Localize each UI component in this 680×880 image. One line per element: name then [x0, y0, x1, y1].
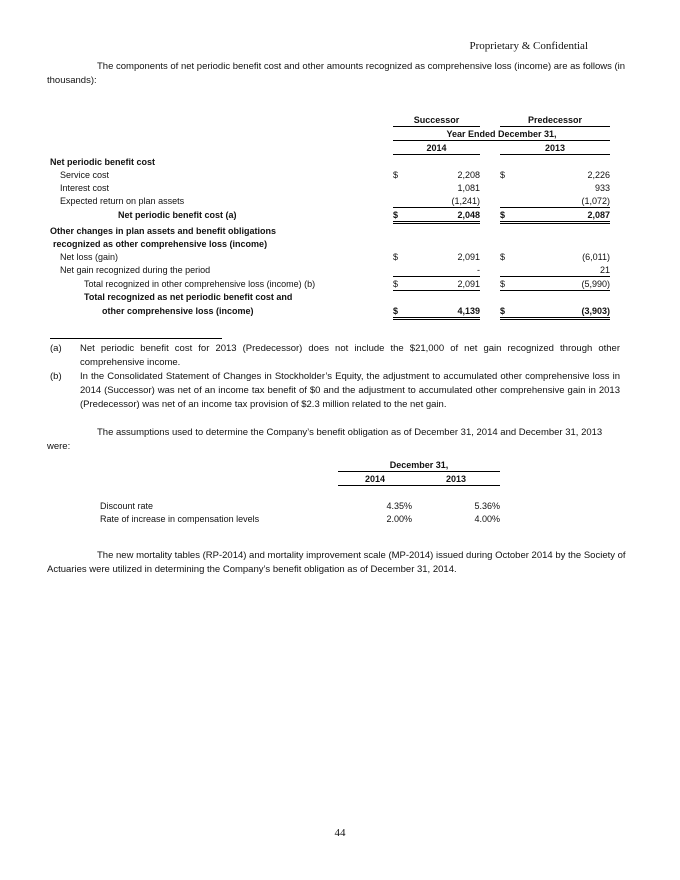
- section-heading: recognized as other comprehensive loss (income): [53, 238, 268, 249]
- row-label: Total recognized as net periodic benefit cost and: [84, 292, 293, 303]
- table-row: [100, 499, 500, 512]
- value-2014: 2,048: [405, 208, 480, 223]
- value-2014: 4.35%: [386, 500, 412, 511]
- entity-header-row: [50, 113, 610, 127]
- value-2013: 2,087: [512, 208, 610, 223]
- period-header-row: [100, 458, 500, 472]
- value-2014: 2,091: [457, 251, 480, 262]
- table-row: [50, 208, 610, 223]
- value-2014: 1,081: [457, 182, 480, 193]
- period-header: Year Ended December 31,: [393, 127, 610, 141]
- currency-symbol: $: [500, 251, 506, 262]
- table-row: [50, 304, 610, 319]
- footnote-label: (b): [50, 371, 62, 382]
- value-2013: (6,011): [582, 251, 611, 262]
- predecessor-header: Predecessor: [500, 113, 610, 127]
- year-header-row: [100, 472, 500, 486]
- row-label: Expected return on plan assets: [60, 195, 185, 206]
- row-label: Net periodic benefit cost (a): [118, 210, 237, 220]
- currency-symbol: $: [500, 208, 512, 223]
- currency-symbol: $: [393, 277, 405, 291]
- year-header-row: [50, 141, 610, 155]
- year-2014-header: 2014: [393, 141, 480, 155]
- year-2013-header: 2013: [412, 472, 500, 486]
- row-label: Discount rate: [100, 500, 154, 511]
- row-label: Service cost: [60, 169, 110, 180]
- value-2014: -: [405, 263, 480, 277]
- row-label: Rate of increase in compensation levels: [100, 513, 260, 524]
- successor-header: Successor: [393, 113, 480, 127]
- year-2014-header: 2014: [338, 472, 412, 486]
- value-2013: 21: [512, 263, 610, 277]
- mortality-paragraph: The new mortality tables (RP-2014) and mortality improvement scale (MP-2014) issued during October 2014 by the Society of Actuaries were utilized in determining the Company’s benefit obligation as of December 31, 2014.: [47, 550, 626, 575]
- value-2014: 2,208: [457, 169, 480, 180]
- footnote-text: Net periodic benefit cost for 2013 (Predecessor) does not include the $21,000 of net gain recognized through other comprehensive income.: [80, 343, 620, 368]
- value-2014: 2.00%: [386, 513, 412, 524]
- section-heading: Other changes in plan assets and benefit obligations: [50, 225, 277, 236]
- currency-symbol: $: [393, 169, 399, 180]
- page-header: Proprietary & Confidential: [469, 40, 588, 52]
- row-label: other comprehensive loss (income): [102, 306, 254, 317]
- value-2014: (1,241): [405, 194, 480, 208]
- period-header: December 31,: [338, 458, 500, 472]
- table-row: [50, 181, 610, 194]
- value-2013: (1,072): [512, 194, 610, 208]
- value-2014: 4,139: [405, 304, 480, 319]
- section-heading-row: [50, 237, 610, 250]
- section-heading-row: [50, 223, 610, 238]
- row-label: Net loss (gain): [60, 251, 119, 262]
- period-header-row: [50, 127, 610, 141]
- table-row: [50, 194, 610, 208]
- intro-paragraph: The components of net periodic benefit cost and other amounts recognized as comprehensive loss (income) are as follows (in thousands):: [47, 61, 626, 86]
- assumptions-intro: The assumptions used to determine the Company’s benefit obligation as of December 31, 2014 and December 31, 2013 were:: [47, 427, 603, 452]
- currency-symbol: $: [393, 251, 399, 262]
- value-2013: 933: [594, 182, 611, 193]
- currency-symbol: $: [500, 304, 512, 319]
- year-2013-header: 2013: [500, 141, 610, 155]
- currency-symbol: $: [393, 208, 405, 223]
- table-row: [100, 512, 500, 525]
- row-label: Net gain recognized during the period: [60, 264, 211, 275]
- currency-symbol: $: [500, 169, 506, 180]
- value-2013: 4.00%: [474, 513, 501, 524]
- page-number: 44: [334, 827, 346, 839]
- value-2013: (3,903): [512, 304, 610, 319]
- row-label: Total recognized in other comprehensive loss (income) (b): [84, 278, 316, 289]
- footnote-text: In the Consolidated Statement of Changes in Stockholder’s Equity, the adjustment to accumulated other comprehensive loss in 2014 (Successor) was net of an income tax benefit of $0 and the adjustment to accumulated other comprehensive gain in 2013 (Predecessor) was net of an income tax provision of $2.3 million related to the net gain.: [80, 371, 620, 410]
- footnote-label: (a): [50, 343, 62, 354]
- currency-symbol: $: [393, 304, 405, 319]
- footnote-b: [50, 370, 620, 412]
- value-2014: 2,091: [405, 277, 480, 291]
- table-row: [50, 250, 610, 263]
- footnote-separator: [50, 338, 222, 339]
- row-label: Interest cost: [60, 182, 110, 193]
- assumptions-table: [100, 458, 500, 525]
- table-row: [50, 263, 610, 277]
- section-heading: Net periodic benefit cost: [50, 156, 156, 167]
- currency-symbol: $: [500, 277, 512, 291]
- table-row: [50, 168, 610, 181]
- value-2013: 5.36%: [474, 500, 501, 511]
- value-2013: 2,226: [587, 169, 611, 180]
- table-row: [50, 277, 610, 291]
- section-heading-row: [50, 155, 610, 169]
- value-2013: (5,990): [512, 277, 610, 291]
- footnote-a: [50, 342, 620, 370]
- table-row: [50, 291, 610, 305]
- benefit-cost-table: [50, 113, 610, 320]
